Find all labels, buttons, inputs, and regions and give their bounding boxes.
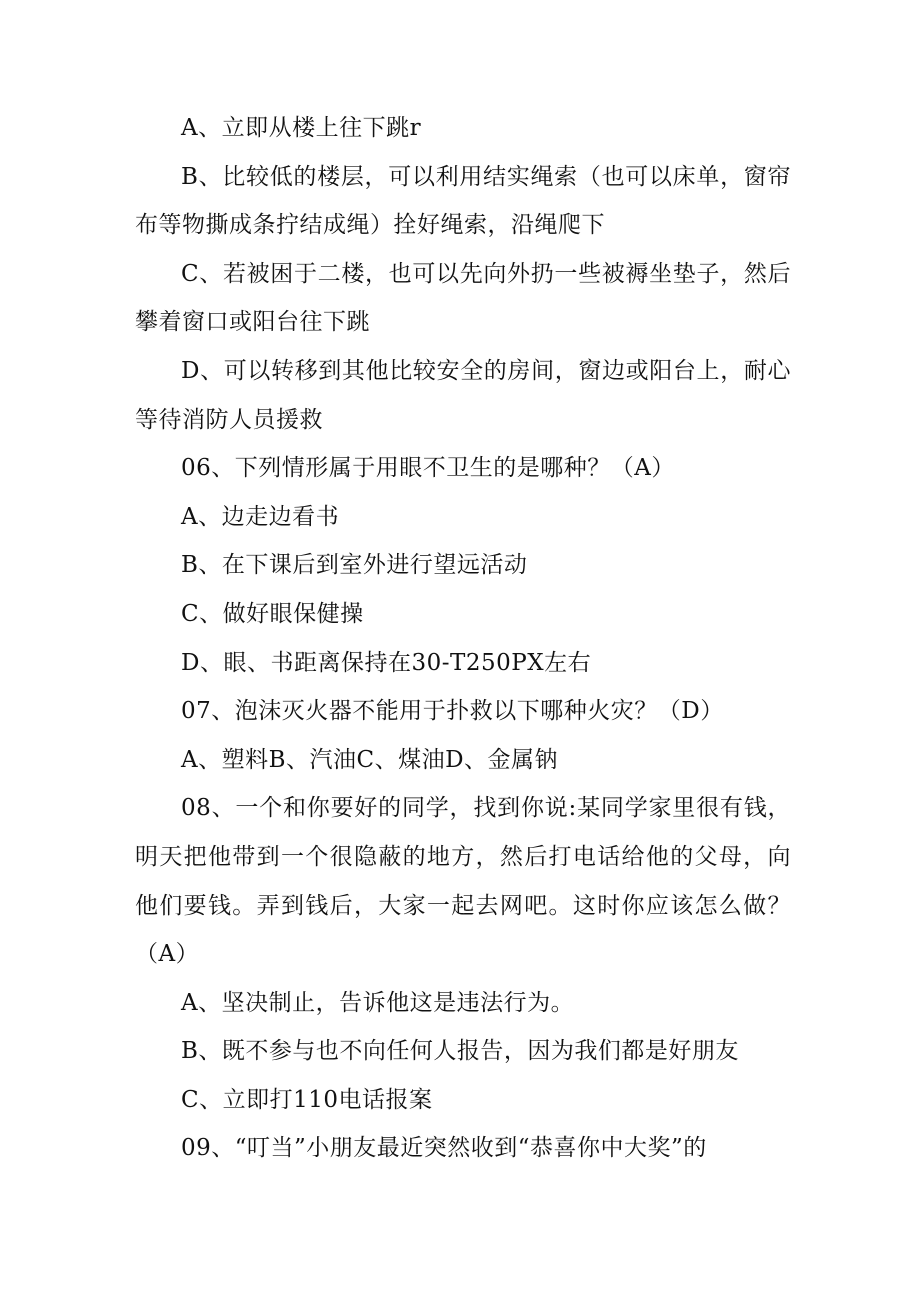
- option-paragraph: C、立即打110电话报案: [181, 1086, 433, 1113]
- option-paragraph: B、比较低的楼层，可以利用结实绳索（也可以床单，窗帘布等物撕成条拧结成绳）拴好绳索，沿绳爬下: [135, 163, 791, 239]
- option-paragraph: B、既不参与也不向任何人报告，因为我们都是好朋友: [181, 1038, 739, 1065]
- question-paragraph: 06、下列情形属于用眼不卫生的是哪种？（A）: [181, 455, 675, 482]
- option-paragraph: A、边走边看书: [181, 503, 340, 530]
- option-paragraph: C、若被困于二楼，也可以先向外扔一些被褥坐垫子，然后攀着窗口或阳台往下跳: [135, 260, 791, 336]
- option-paragraph: C、做好眼保健操: [181, 600, 364, 627]
- question-paragraph: 08、一个和你要好的同学，找到你说:某同学家里很有钱，明天把他带到一个很隐蔽的地方，然后打电话给他的父母，向他们要钱。弄到钱后，大家一起去网吧。这时你应该怎么做？（A）: [135, 795, 791, 968]
- option-paragraph: D、眼、书距离保持在30-T250PX左右: [181, 649, 592, 676]
- option-paragraph: A、坚决制止，告诉他这是违法行为。: [181, 989, 575, 1016]
- option-paragraph: A、塑料B、汽油C、煤油D、金属钠: [181, 746, 559, 773]
- question-paragraph: 09、“叮当”小朋友最近突然收到“恭喜你中大奖”的: [181, 1135, 707, 1162]
- option-paragraph: D、可以转移到其他比较安全的房间，窗边或阳台上，耐心等待消防人员援救: [135, 357, 791, 433]
- question-paragraph: 07、泡沫灭火器不能用于扑救以下哪种火灾？（D）: [181, 698, 724, 725]
- document-body: [135, 104, 791, 1173]
- option-paragraph: A、立即从楼上往下跳r: [181, 115, 422, 141]
- option-paragraph: B、在下课后到室外进行望远活动: [181, 552, 528, 579]
